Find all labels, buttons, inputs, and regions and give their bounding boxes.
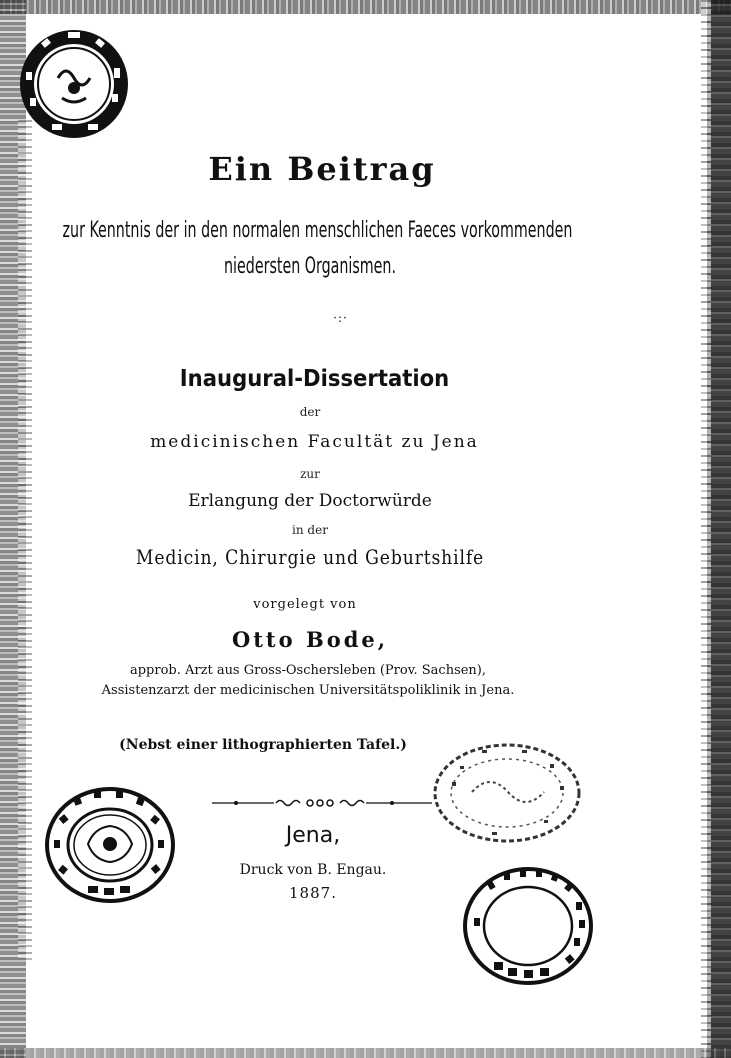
scan-edge-top — [0, 0, 731, 14]
subtitle-line-1: zur Kenntnis der in den normalen menschlichen Faeces vorkommenden — [62, 218, 573, 243]
plate-note: (Nebst einer lithographierten Tafel.) — [119, 737, 407, 753]
author-name: Otto Bode, — [231, 627, 389, 652]
stamp-accademia-medica — [462, 866, 594, 986]
subtitle-line-2: niedersten Organismen. — [224, 254, 396, 279]
stamp-oval-faint — [432, 742, 582, 844]
fields-line: Medicin, Chirurgie und Geburtshilfe — [135, 545, 485, 569]
degree-line: Erlangung der Doctorwürde — [188, 491, 432, 511]
publication-year: 1887. — [289, 884, 337, 902]
place-of-publication: Jena, — [285, 823, 341, 848]
faculty-line: medicinischen Facultät zu Jena — [150, 432, 479, 452]
stamp-top-left — [18, 28, 130, 140]
author-credentials-2: Assistenzarzt der medicinischen Universitätspoliklinik in Jena. — [101, 683, 515, 698]
author-credentials-1: approb. Arzt aus Gross-Oschersleben (Prov. Sachsen), — [129, 663, 487, 678]
stamp-biblioteca-medica — [44, 786, 176, 904]
book-title: Ein Beitrag — [208, 150, 436, 188]
text-der: der — [299, 405, 321, 419]
dissertation-heading: Inaugural-Dissertation — [179, 366, 450, 392]
text-in-der: in der — [292, 523, 328, 537]
scan-edge-right-inner — [701, 0, 711, 1058]
text-zur: zur — [300, 467, 320, 481]
presented-by: vorgelegt von — [253, 597, 357, 612]
printer-line: Druck von B. Engau. — [239, 862, 387, 878]
separator-ornament: ·:· — [333, 311, 348, 325]
scan-edge-bottom — [0, 1048, 731, 1058]
printer-ornament — [212, 798, 432, 808]
